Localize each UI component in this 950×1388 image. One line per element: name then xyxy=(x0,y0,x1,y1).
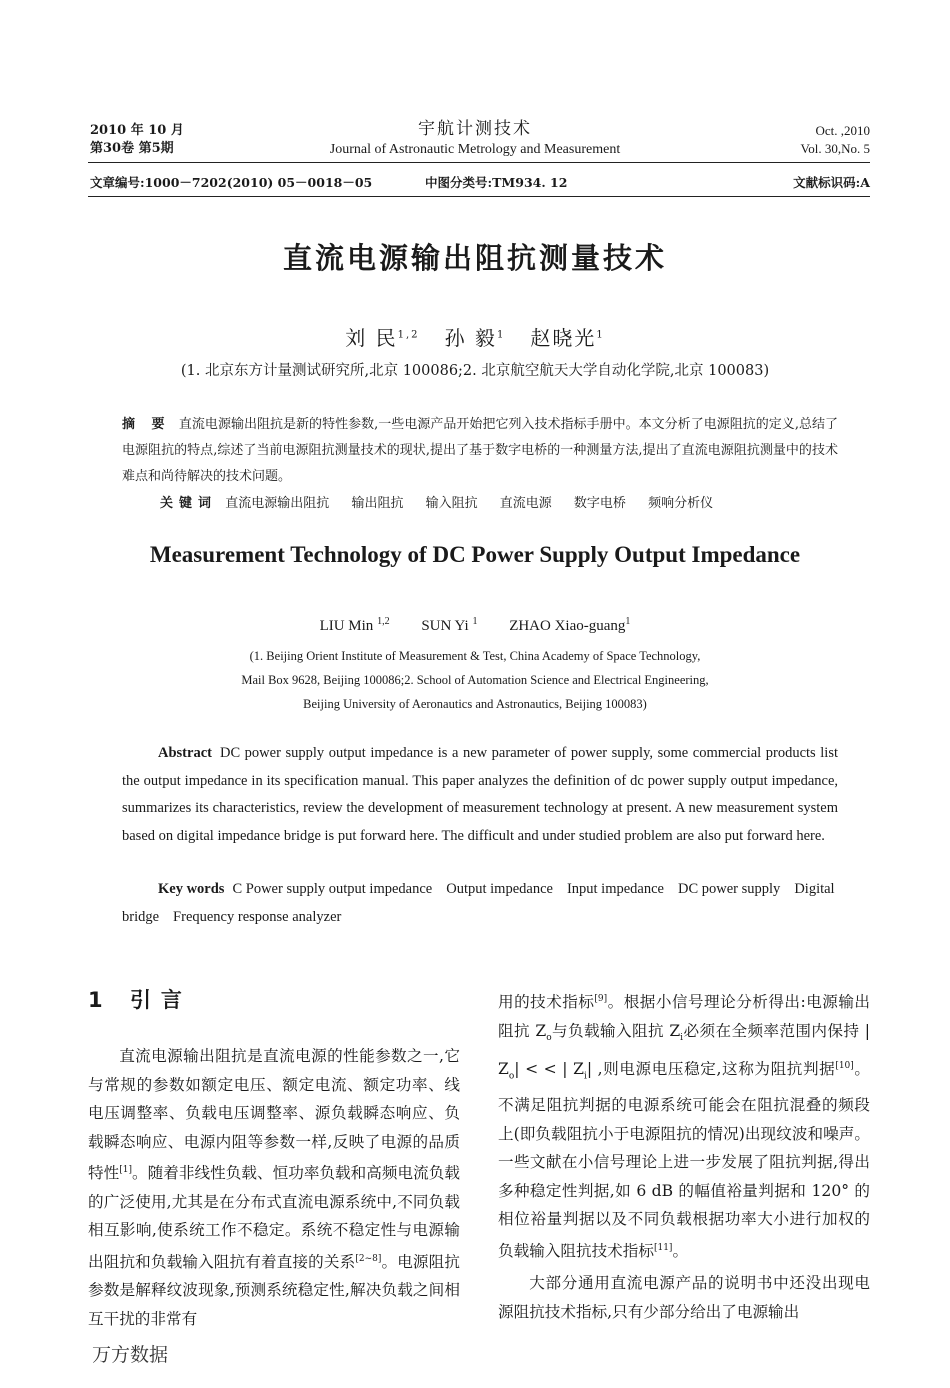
keyword-cn: 直流电源输出阻抗 xyxy=(225,496,330,511)
journal-name-en: Journal of Astronautic Metrology and Measurement xyxy=(329,142,621,157)
keyword-en: Input impedance xyxy=(566,881,664,897)
journal-name-cn: 宇航计测技术 xyxy=(418,119,532,139)
author-cn-2: 孙 毅$^1$ xyxy=(444,326,506,350)
keywords-en-label: Key words xyxy=(158,881,225,897)
clc-number: 中图分类号:TM934. 12 xyxy=(425,175,568,190)
meta-rule xyxy=(88,196,870,197)
keywords-cn-label: 关键词 xyxy=(160,496,218,511)
author-cn-1: 刘 民$^{1,2}$ xyxy=(345,326,420,350)
affiliation-en xyxy=(0,644,950,716)
keyword-cn: 输入阻抗 xyxy=(425,496,478,511)
authors-en xyxy=(0,616,950,635)
body-paragraph: 用的技术指标[9]。根据小信号理论分析得出:电源输出阻抗 $Z_o$与负载输入阻抗 $Z_i$必须在全频率范围内保持 | $Z_o|$ < < | $Z_i|$ ,则电源电压稳定,这称为阻抗判据[10]。不满足阻抗判据的电源系统可能会在阻抗混叠的频段上(即负载阻抗小于电源阻抗的情况)出现纹波和噪声。一些文献在小信号理论上进一步发展了阻抗判据,得出多种稳定性判据,如 6 dB 的幅值裕量判据和 120° 的相位裕量判据以及不同负载根据功率大小进行加权的负载输入阻抗技术指标[11]。 xyxy=(498,993,871,1260)
keywords-en xyxy=(122,876,838,931)
affiliation-en-line: (1. Beijing Orient Institute of Measurement & Test, China Academy of Space Technology, xyxy=(249,649,701,663)
author-cn-3: 赵晓光$^1$ xyxy=(530,326,605,350)
keyword-en: DC power supply xyxy=(678,881,781,897)
body-paragraph: 大部分通用直流电源产品的说明书中还没出现电源阻抗技术指标,只有少部分给出了电源输出 xyxy=(498,1274,870,1321)
section-title: 引言 xyxy=(129,988,192,1012)
abstract-cn-text: 直流电源输出阻抗是新的特性参数,一些电源产品开始把它列入技术指标手册中。本文分析了电源阻抗的定义,总结了电源阻抗的特点,综述了当前电源阻抗测量技术的现状,提出了基于数字电桥的一种测量方法,提出了直流电源阻抗测量中的技术难点和尚待解决的技术问题。 xyxy=(122,417,839,484)
keyword-cn: 输出阻抗 xyxy=(351,496,404,511)
section-heading xyxy=(88,984,192,1014)
article-number: 文章编号:1000－7202(2010) 05－0018－05 xyxy=(90,175,373,190)
keyword-en: Digital bridge xyxy=(122,881,835,925)
author-en-3: ZHAO Xiao-guang$^1$ xyxy=(509,616,631,634)
keyword-cn: 数字电桥 xyxy=(573,496,626,511)
author-en-1: LIU Min $^{1,2}$ xyxy=(319,616,390,634)
keyword-en: Frequency response analyzer xyxy=(173,908,342,925)
affiliation-en-line: Beijing University of Aeronautics and Astronautics, Beijing 100083) xyxy=(303,697,647,711)
title-cn: 直流电源输出阻抗测量技术 xyxy=(282,241,667,275)
keywords-cn xyxy=(160,492,731,511)
abstract-en-text: DC power supply output impedance is a new parameter of power supply, some commercial products list the output impedance in its specification manual. This paper analyzes the definition of dc power supply output impedance, summarizes its characteristics, review the development of measurement technology at present. A new measurement system based on digital impedance bridge is put forward here. The difficult and under studied problem are also put forward here. xyxy=(122,745,838,844)
header-volume-cn: 第30卷 第5期 xyxy=(90,141,174,156)
keyword-en: Output impedance xyxy=(446,881,553,897)
keyword-en: C Power supply output impedance xyxy=(232,881,433,897)
author-en-2: SUN Yi $^1$ xyxy=(421,616,478,634)
header-date-en: Oct. ,2010 xyxy=(815,123,870,138)
header-date-cn: 2010 年 10 月 xyxy=(90,123,184,138)
title-en: Measurement Technology of DC Power Supply Output Impedance xyxy=(149,542,801,567)
authors-cn xyxy=(0,322,950,351)
body-column-right xyxy=(498,985,870,1326)
keyword-cn: 直流电源 xyxy=(499,496,552,511)
affiliation-en-line: Mail Box 9628, Beijing 100086;2. School of Automation Science and Electrical Engineering, xyxy=(241,673,709,687)
abstract-cn xyxy=(122,412,838,490)
abstract-en xyxy=(122,740,838,850)
header-rule xyxy=(88,162,870,163)
document-code: 文献标识码:A xyxy=(793,175,870,190)
body-column-left xyxy=(88,1042,460,1333)
affiliation-cn: (1. 北京东方计量测试研究所,北京 100086;2. 北京航空航天大学自动化学院,北京 100083) xyxy=(180,363,770,379)
header-issue-en xyxy=(801,122,870,158)
abstract-en-label: Abstract xyxy=(158,745,212,761)
section-number: 1 xyxy=(88,988,113,1012)
header-volume-en: Vol. 30,No. 5 xyxy=(800,141,870,156)
abstract-cn-label: 摘 要 xyxy=(122,417,171,432)
keyword-cn: 频响分析仪 xyxy=(648,496,714,511)
body-paragraph: 直流电源输出阻抗是直流电源的性能参数之一,它与常规的参数如额定电压、额定电流、额定功率、线电压调整率、负载电压调整率、源负载瞬态响应、负载瞬态响应、电源内阻等参数一样,反映了电源的品质特性[1]。随着非线性负载、恒功率负载和高频电流负载的广泛使用,尤其是在分布式直流电源系统中,不同负载相互影响,使系统工作不稳定。系统不稳定性与电源输出阻抗和负载输入阻抗有着直接的关系[2~8]。电源阻抗参数是解释纹波现象,预测系统稳定性,解决负载之间相互干扰的非常有 xyxy=(88,1047,460,1328)
watermark: 万方数据 xyxy=(92,1344,169,1366)
